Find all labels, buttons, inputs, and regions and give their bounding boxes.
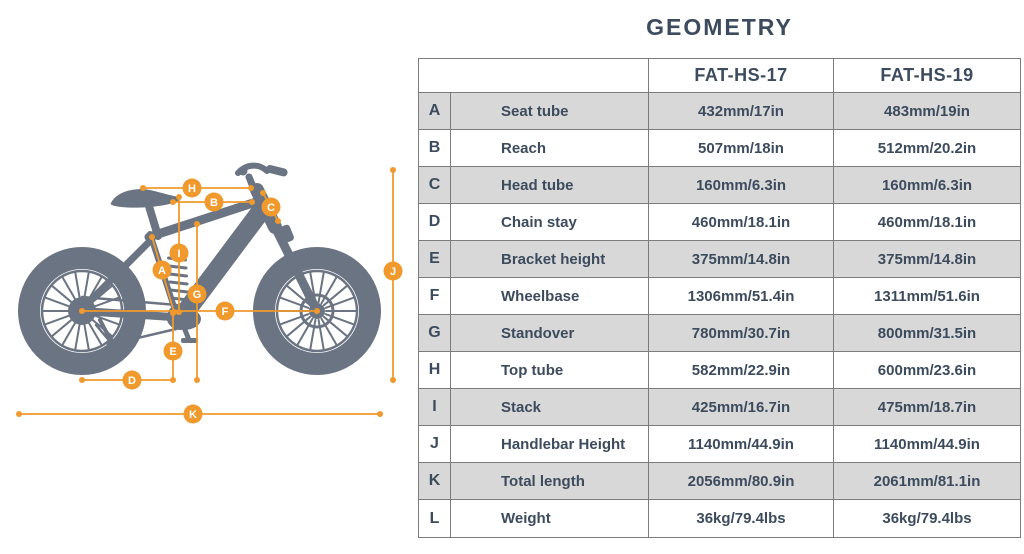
- row-label: Total length: [451, 463, 649, 500]
- value-fat-hs-19: 1311mm/51.6in: [834, 278, 1020, 315]
- value-fat-hs-17: 460mm/18.1in: [649, 204, 834, 241]
- value-fat-hs-19: 36kg/79.4lbs: [834, 500, 1020, 537]
- value-fat-hs-17: 507mm/18in: [649, 130, 834, 167]
- marker-k: [16, 405, 383, 424]
- value-fat-hs-17: 780mm/30.7in: [649, 315, 834, 352]
- value-fat-hs-19: 600mm/23.6in: [834, 352, 1020, 389]
- row-label: Handlebar Height: [451, 426, 649, 463]
- value-fat-hs-19: 800mm/31.5in: [834, 315, 1020, 352]
- row-label: Top tube: [451, 352, 649, 389]
- value-fat-hs-19: 375mm/14.8in: [834, 241, 1020, 278]
- bike-geometry-diagram: [0, 0, 418, 554]
- row-label: Wheelbase: [451, 278, 649, 315]
- row-label: Head tube: [451, 167, 649, 204]
- row-key: J: [419, 426, 451, 463]
- geometry-table: [418, 58, 1021, 538]
- row-key: H: [419, 352, 451, 389]
- row-key: K: [419, 463, 451, 500]
- value-fat-hs-17: 1140mm/44.9in: [649, 426, 834, 463]
- value-fat-hs-19: 483mm/19in: [834, 93, 1020, 130]
- value-fat-hs-17: 582mm/22.9in: [649, 352, 834, 389]
- value-fat-hs-19: 2061mm/81.1in: [834, 463, 1020, 500]
- marker-letter: F: [221, 306, 229, 318]
- row-key: B: [419, 130, 451, 167]
- row-key: F: [419, 278, 451, 315]
- value-fat-hs-19: 512mm/20.2in: [834, 130, 1020, 167]
- value-fat-hs-19: 475mm/18.7in: [834, 389, 1020, 426]
- row-key: A: [419, 93, 451, 130]
- row-key: L: [419, 500, 451, 537]
- marker-letter: G: [192, 289, 202, 301]
- marker-letter: J: [389, 266, 397, 278]
- marker-letter: I: [177, 248, 181, 260]
- grip: [265, 164, 288, 177]
- row-label: Seat tube: [451, 93, 649, 130]
- value-fat-hs-19: 1140mm/44.9in: [834, 426, 1020, 463]
- header-blank-cell: [419, 59, 649, 93]
- value-fat-hs-17: 425mm/16.7in: [649, 389, 834, 426]
- row-label: Weight: [451, 500, 649, 537]
- value-fat-hs-19: 460mm/18.1in: [834, 204, 1020, 241]
- bike-silhouette: [29, 164, 370, 364]
- value-fat-hs-17: 1306mm/51.4in: [649, 278, 834, 315]
- marker-j: [384, 167, 403, 383]
- column-header-fat-hs-19: FAT-HS-19: [834, 59, 1020, 93]
- pedal: [181, 338, 198, 343]
- value-fat-hs-17: 432mm/17in: [649, 93, 834, 130]
- row-key: I: [419, 389, 451, 426]
- row-label: Bracket height: [451, 241, 649, 278]
- row-label: Reach: [451, 130, 649, 167]
- value-fat-hs-17: 375mm/14.8in: [649, 241, 834, 278]
- page-title: GEOMETRY: [646, 14, 793, 40]
- marker-letter: C: [267, 202, 275, 214]
- marker-letter: B: [210, 197, 218, 209]
- row-key: E: [419, 241, 451, 278]
- marker-letter: A: [158, 265, 166, 277]
- marker-letter: K: [189, 409, 197, 421]
- value-fat-hs-17: 2056mm/80.9in: [649, 463, 834, 500]
- marker-letter: H: [188, 183, 196, 195]
- marker-letter: E: [169, 346, 177, 358]
- row-key: C: [419, 167, 451, 204]
- row-key: D: [419, 204, 451, 241]
- row-label: Stack: [451, 389, 649, 426]
- row-label: Standover: [451, 315, 649, 352]
- column-header-fat-hs-17: FAT-HS-17: [649, 59, 834, 93]
- row-label: Chain stay: [451, 204, 649, 241]
- value-fat-hs-17: 160mm/6.3in: [649, 167, 834, 204]
- marker-letter: D: [128, 375, 136, 387]
- row-key: G: [419, 315, 451, 352]
- value-fat-hs-17: 36kg/79.4lbs: [649, 500, 834, 537]
- value-fat-hs-19: 160mm/6.3in: [834, 167, 1020, 204]
